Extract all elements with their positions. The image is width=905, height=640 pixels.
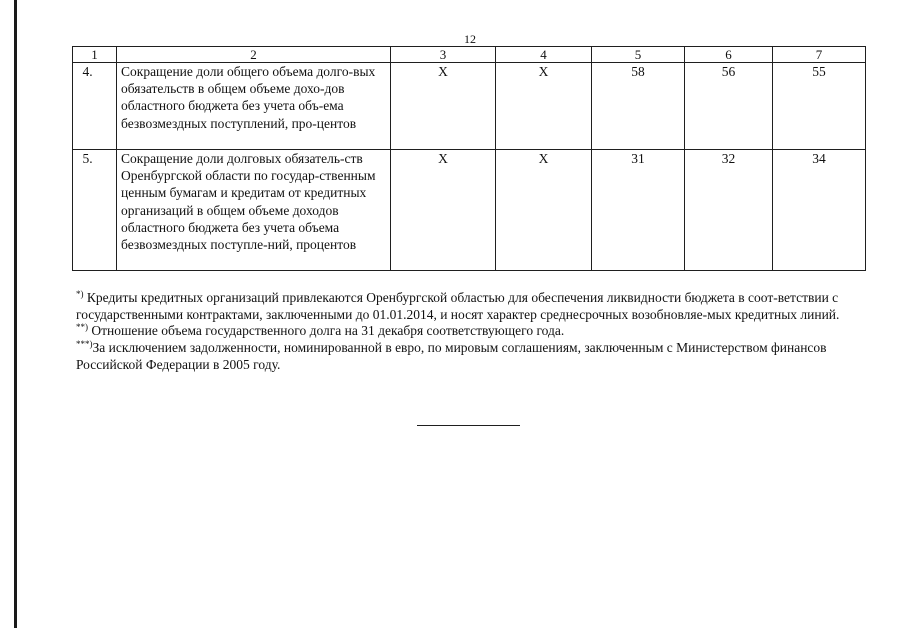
table-cell: 56 [685, 63, 773, 150]
footnote [76, 340, 866, 373]
end-separator-line [417, 425, 520, 426]
table-cell: 58 [592, 63, 685, 150]
indicator-name: Сокращение доли общего объема долго-вых обязательств в общем объеме дохо-дов областного бюджета без учета объ-ема безвозмездных поступлений, про-центов [117, 63, 391, 150]
table-cell: 31 [592, 150, 685, 271]
row-number: 4. [73, 63, 117, 150]
table-cell: Х [391, 63, 496, 150]
header-cell: 5 [592, 47, 685, 63]
header-cell: 6 [685, 47, 773, 63]
footnote [76, 323, 866, 340]
table-header-row [73, 47, 866, 63]
footnotes [76, 290, 866, 374]
footnote-mark: **) [76, 322, 88, 333]
footnote [76, 290, 866, 323]
table-cell: Х [391, 150, 496, 271]
table-row [73, 63, 866, 150]
indicator-name: Сокращение доли долговых обязатель-ств Оренбургской области по государ-ственным ценным бумагам и кредитам от кредитных организаций в общем объеме доходов областного бюджета без учета объема безвозмездных поступле-ний, процентов [117, 150, 391, 271]
header-cell: 4 [496, 47, 592, 63]
table-cell: Х [496, 63, 592, 150]
header-cell: 2 [117, 47, 391, 63]
footnote-text: Кредиты кредитных организаций привлекаются Оренбургской областью для обеспечения ликвидности бюджета в соот-ветствии с государственными контрактами, заключенными до 01.01.2014, и носят характер среднесрочных возобновляе-мых кредитных линий. [76, 290, 840, 322]
indicators-table [72, 46, 866, 271]
page-number: 12 [464, 32, 476, 46]
header-cell: 1 [73, 47, 117, 63]
header-cell: 3 [391, 47, 496, 63]
left-margin-rule [14, 0, 17, 628]
footnote-mark: *) [76, 289, 84, 299]
table-row [73, 150, 866, 271]
table-cell: 34 [773, 150, 866, 271]
footnote-text: Отношение объема государственного долга на 31 декабря соответствующего года. [88, 323, 565, 339]
table-cell: 55 [773, 63, 866, 150]
header-cell: 7 [773, 47, 866, 63]
row-number: 5. [73, 150, 117, 271]
footnote-mark: ***) [76, 339, 93, 350]
footnote-text: За исключением задолженности, номинированной в евро, по мировым соглашениям, заключенным с Министерством финансов Российской Федерации в 2005 году. [76, 340, 827, 372]
table-cell: 32 [685, 150, 773, 271]
table-cell: Х [496, 150, 592, 271]
